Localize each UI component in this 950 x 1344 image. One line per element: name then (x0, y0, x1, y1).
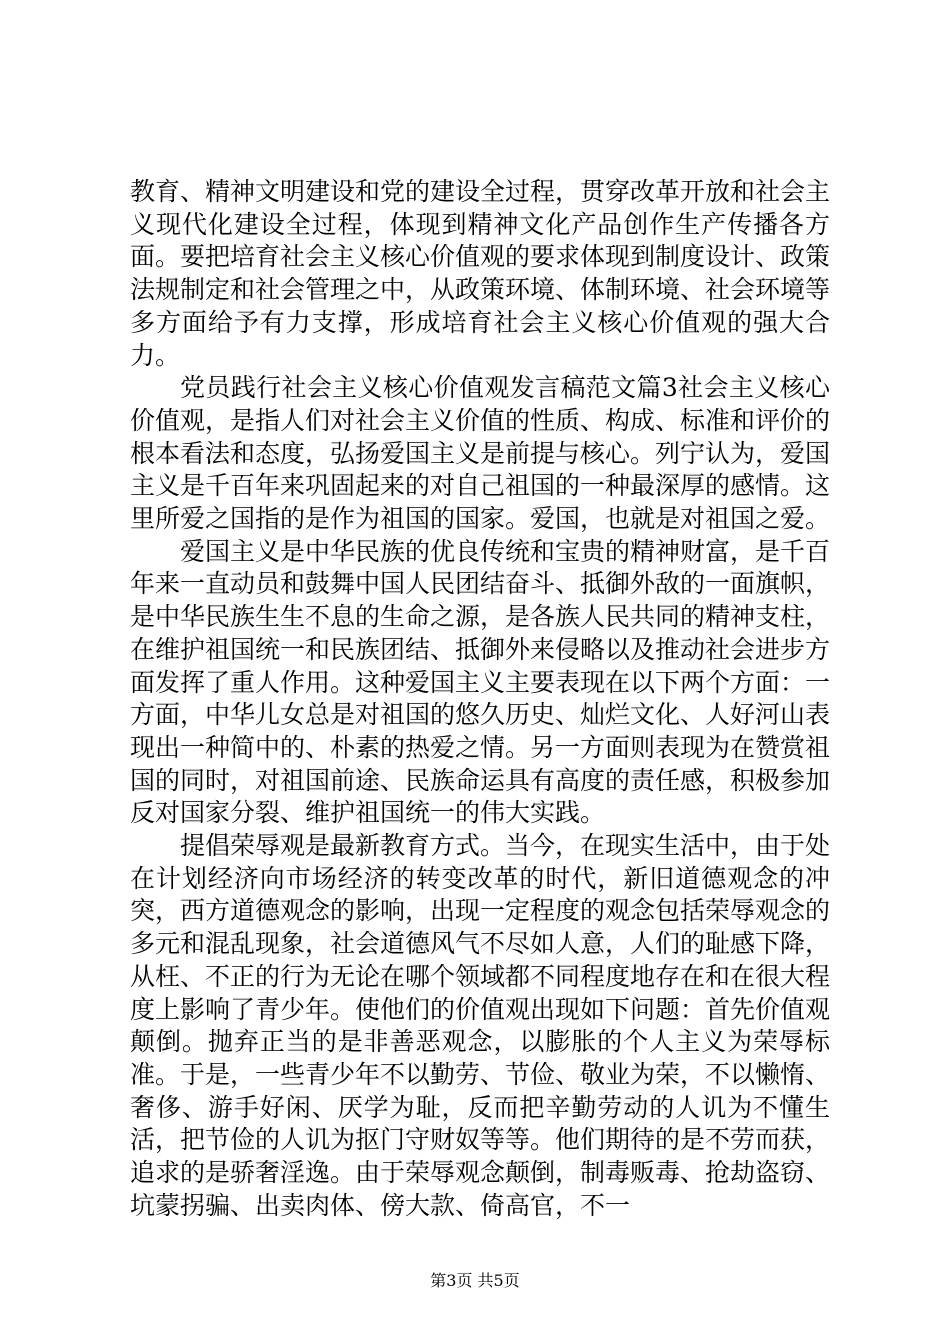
page-number-footer: 第3页 共5页 (430, 1271, 520, 1290)
paragraph-4: 提倡荣辱观是最新教育方式。当今，在现实生活中，由于处在计划经济向市场经济的转变改革的时代，新旧道德观念的冲突，西方道德观念的影响，出现一定程度的观念包括荣辱观念的多元和混乱现象，社会道德风气不尽如人意，人们的耻感下降，从枉、不正的行为无论在哪个领域都不同程度地存在和在很大程度上影响了青少年。使他们的价值观出现如下问题：首先价值观颠倒。抛弃正当的是非善恶观念，以膨胀的个人主义为荣辱标准。于是，一些青少年不以勤劳、节俭、敬业为荣，不以懒惰、奢侈、游手好闲、厌学为耻，反而把辛勤劳动的人讥为不懂生活，把节俭的人讥为抠门守财奴等等。他们期待的是不劳而获，追求的是骄奢淫逸。由于荣辱观念颠倒，制毒贩毒、抢劫盗窃、坑蒙拐骗、出卖肉体、傍大款、倚高官，不一 (130, 831, 831, 1220)
document-body (130, 176, 830, 1223)
paragraph-3: 爱国主义是中华民族的优良传统和宝贵的精神财富，是千百年来一直动员和鼓舞中国人民团结奋斗、抵御外敌的一面旗帜，是中华民族生生不息的生命之源，是各族人民共同的精神支柱，在维护祖国统一和民族团结、抵御外来侵略以及推动社会进步方面发挥了重人作用。这种爱国主义主要表现在以下两个方面：一方面，中华儿女总是对祖国的悠久历史、灿烂文化、人好河山表现出一种简中的、朴素的热爱之情。另一方面则表现为在赞赏祖国的同时，对祖国前途、民族命运具有高度的责任感，积极参加反对国家分裂、维护祖国统一的伟大实践。 (130, 536, 831, 828)
paragraph-1: 教育、精神文明建设和党的建设全过程，贯穿改革开放和社会主义现代化建设全过程，体现到精神文化产品创作生产传播各方面。要把培育社会主义核心价值观的要求体现到制度设计、政策法规制定和社会管理之中，从政策环境、体制环境、社会环境等多方面给予有力支撑，形成培育社会主义核心价值观的强大合力。 (130, 177, 831, 370)
paragraph-2: 党员践行社会主义核心价值观发言稿范文篇3社会主义核心价值观，是指人们对社会主义价值的性质、构成、标准和评价的根本看法和态度，弘扬爱国主义是前提与核心。列宁认为，爱国主义是千百年来巩固起来的对自己祖国的一种最深厚的感情。这里所爱之国指的是作为祖国的国家。爱国，也就是对祖国之爱。 (130, 373, 831, 534)
